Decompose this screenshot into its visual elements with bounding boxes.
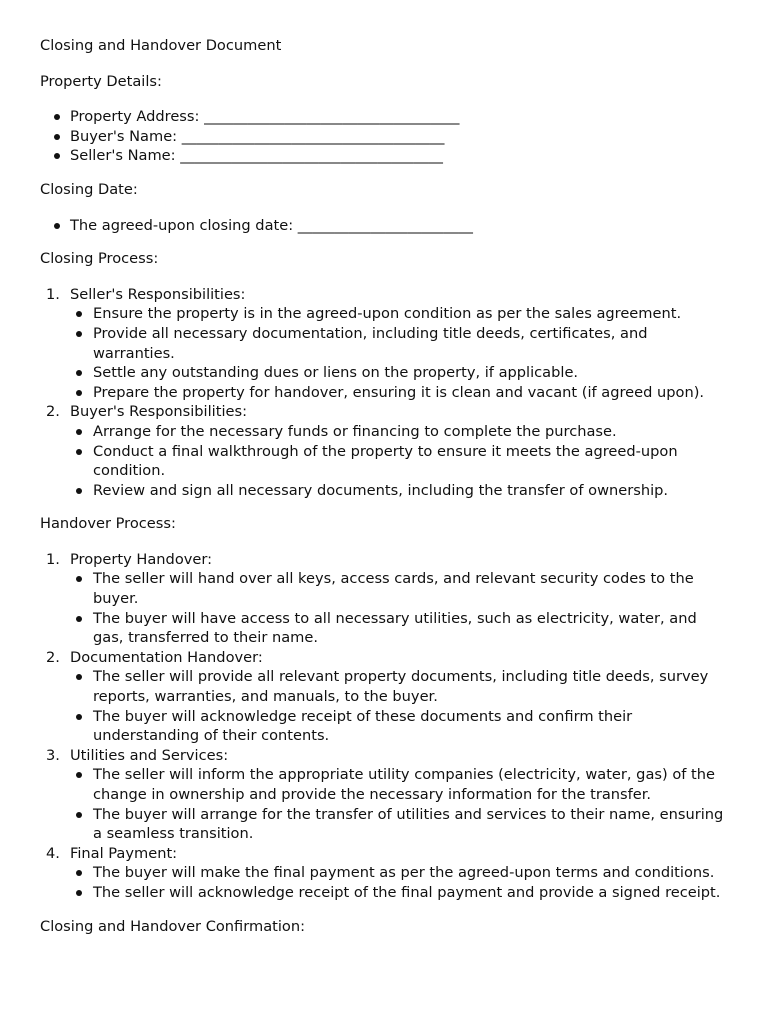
step-label: Documentation Handover: (70, 648, 263, 666)
step-label: Utilities and Services: (70, 746, 229, 764)
list-item: The seller will inform the appropriate utility companies (electricity, water, gas) of the change in ownership and provide the necessary information for the transfer. (93, 765, 730, 804)
step-bullets (93, 304, 730, 402)
document-body (40, 36, 730, 936)
step-number: 2. (46, 403, 60, 421)
step-number: 4. (46, 844, 60, 862)
list-item: Review and sign all necessary documents, including the transfer of ownership. (93, 481, 730, 501)
step-number: 2. (46, 648, 60, 666)
list-item: Settle any outstanding dues or liens on the property, if applicable. (93, 363, 730, 383)
list-item: Arrange for the necessary funds or financing to complete the purchase. (93, 422, 730, 442)
step-number: 3. (46, 746, 60, 764)
step-label: Buyer's Responsibilities: (70, 403, 247, 421)
property-details-heading: Property Details: (40, 72, 162, 90)
handover-step (46, 648, 730, 746)
closing-step (46, 285, 730, 403)
list-item: Provide all necessary documentation, including title deeds, certificates, and warranties. (93, 324, 730, 363)
list-item: Conduct a final walkthrough of the property to ensure it meets the agreed-upon condition. (93, 442, 730, 481)
list-item: Ensure the property is in the agreed-upon condition as per the sales agreement. (93, 304, 730, 324)
buyer-name-item: Buyer's Name: ____________________________________ (70, 127, 730, 147)
list-item: The seller will hand over all keys, access cards, and relevant security codes to the buyer. (93, 569, 730, 608)
document-title: Closing and Handover Document (40, 37, 282, 54)
closing-process-list (46, 285, 730, 501)
handover-step (46, 550, 730, 648)
step-bullets (93, 569, 730, 647)
step-label: Property Handover: (70, 550, 213, 568)
closing-date-item: The agreed-upon closing date: ________________________ (70, 216, 730, 236)
step-label: Final Payment: (70, 844, 178, 862)
property-details-list (70, 107, 730, 166)
list-item: The seller will provide all relevant property documents, including title deeds, survey reports, warranties, and manuals, to the buyer. (93, 667, 730, 706)
list-item: The buyer will arrange for the transfer of utilities and services to their name, ensuring a seamless transition. (93, 805, 730, 844)
step-bullets (93, 863, 730, 902)
step-bullets (93, 667, 730, 745)
list-item: The buyer will make the final payment as per the agreed-upon terms and conditions. (93, 863, 730, 883)
step-bullets (93, 422, 730, 500)
closing-step (46, 402, 730, 500)
step-bullets (93, 765, 730, 843)
confirmation-heading: Closing and Handover Confirmation: (40, 917, 306, 935)
step-number: 1. (46, 550, 60, 568)
list-item: The seller will acknowledge receipt of the final payment and provide a signed receipt. (93, 883, 730, 903)
handover-step (46, 844, 730, 903)
step-label: Seller's Responsibilities: (70, 285, 246, 303)
list-item: Prepare the property for handover, ensuring it is clean and vacant (if agreed upon). (93, 383, 730, 403)
handover-process-heading: Handover Process: (40, 515, 176, 533)
list-item: The buyer will acknowledge receipt of these documents and confirm their understanding of their contents. (93, 707, 730, 746)
handover-step (46, 746, 730, 844)
closing-process-heading: Closing Process: (40, 250, 159, 268)
handover-process-list (46, 550, 730, 903)
property-address-item: Property Address: ___________________________________ (70, 107, 730, 127)
step-number: 1. (46, 285, 60, 303)
list-item: The buyer will have access to all necessary utilities, such as electricity, water, and gas, transferred to their name. (93, 609, 730, 648)
seller-name-item: Seller's Name: ____________________________________ (70, 146, 730, 166)
closing-date-heading: Closing Date: (40, 180, 138, 198)
closing-date-list (70, 216, 730, 236)
